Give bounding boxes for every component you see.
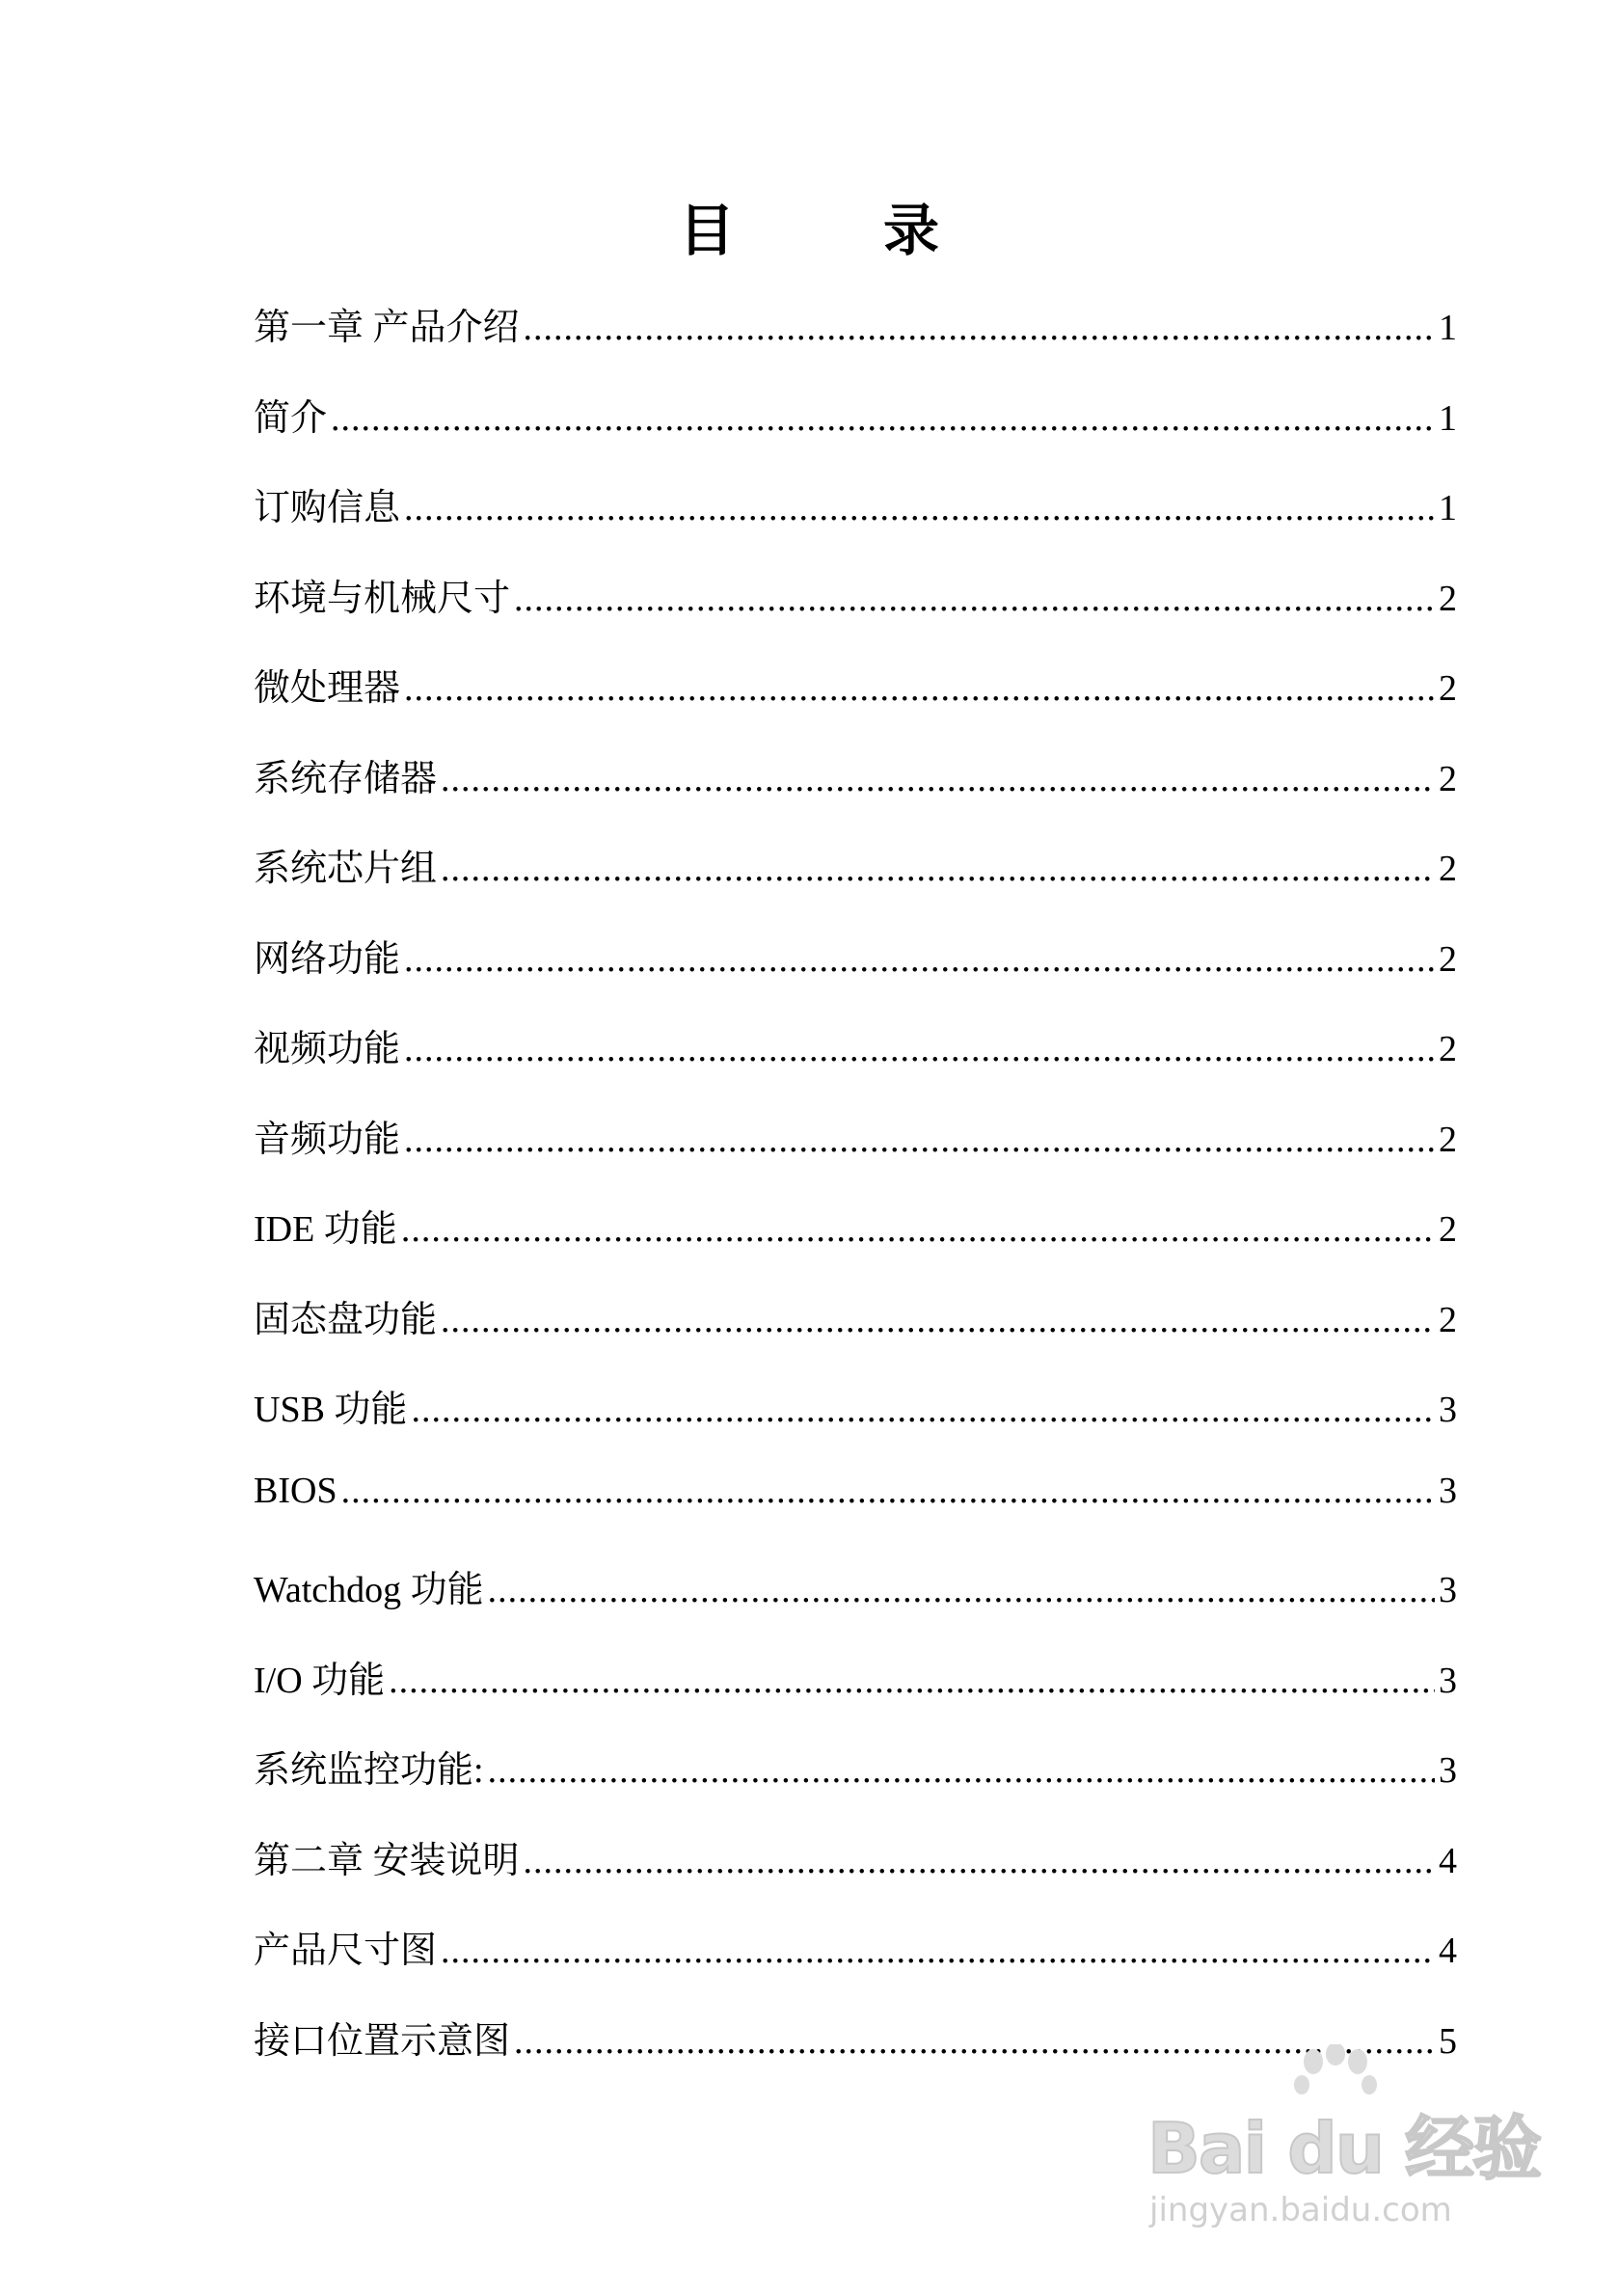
- table-of-contents: [254, 297, 1457, 2100]
- toc-dot-leader: [441, 758, 1435, 800]
- toc-dot-leader: [441, 1299, 1435, 1341]
- toc-entry[interactable]: [254, 568, 1457, 659]
- toc-entry-label: 系统存储器: [254, 758, 438, 799]
- toc-dot-leader: [514, 578, 1435, 620]
- toc-entry[interactable]: [254, 1109, 1457, 1200]
- toc-entry-page: 3: [1439, 1570, 1457, 1610]
- toc-entry-label: 系统监控功能:: [254, 1750, 484, 1791]
- toc-entry-page: 3: [1439, 1660, 1457, 1701]
- toc-entry-page: 2: [1439, 578, 1457, 619]
- toc-entry-label: 简介: [254, 397, 328, 439]
- toc-entry-page: 2: [1439, 1299, 1457, 1340]
- toc-entry-page: 3: [1439, 1390, 1457, 1430]
- toc-dot-leader: [488, 1749, 1435, 1792]
- page-title: 目 录: [678, 198, 985, 263]
- toc-entry-label: 系统芯片组: [254, 849, 438, 889]
- toc-entry-label: 固态盘功能: [254, 1299, 438, 1340]
- toc-dot-leader: [441, 1930, 1435, 1972]
- toc-entry-label: I/O 功能: [254, 1660, 386, 1701]
- toc-entry-label: 第一章 产品介绍: [254, 308, 520, 348]
- toc-entry-page: 2: [1439, 668, 1457, 709]
- toc-dot-leader: [411, 1389, 1435, 1431]
- toc-entry[interactable]: [254, 477, 1457, 568]
- toc-entry-page: 3: [1439, 1470, 1457, 1511]
- toc-dot-leader: [404, 1119, 1435, 1161]
- watermark-url: jingyan.baidu.com: [1149, 2191, 1452, 2229]
- toc-entry-label: 音频功能: [254, 1119, 401, 1160]
- toc-entry-page: 4: [1439, 1931, 1457, 1971]
- watermark-logo-text: Bai du 经验: [1147, 2108, 1541, 2189]
- toc-entry-label: 第二章 安装说明: [254, 1840, 520, 1881]
- toc-entry-page: 2: [1439, 758, 1457, 799]
- toc-entry-page: 4: [1439, 1840, 1457, 1881]
- toc-entry[interactable]: [254, 1920, 1457, 2011]
- toc-dot-leader: [441, 848, 1435, 890]
- toc-entry-label: 微处理器: [254, 668, 401, 709]
- toc-entry-page: 1: [1439, 397, 1457, 439]
- toc-dot-leader: [524, 1840, 1435, 1882]
- toc-dot-leader: [488, 1569, 1435, 1611]
- toc-entry[interactable]: [254, 1830, 1457, 1921]
- toc-entry[interactable]: [254, 1199, 1457, 1289]
- toc-entry[interactable]: [254, 388, 1457, 478]
- toc-dot-leader: [341, 1470, 1435, 1512]
- toc-entry[interactable]: [254, 1559, 1457, 1650]
- toc-entry[interactable]: [254, 658, 1457, 748]
- toc-entry-label: 订购信息: [254, 488, 401, 528]
- toc-entry-label: BIOS: [254, 1470, 337, 1511]
- toc-entry[interactable]: [254, 1018, 1457, 1109]
- toc-entry[interactable]: [254, 929, 1457, 1019]
- toc-entry[interactable]: [254, 1740, 1457, 1830]
- toc-entry-label: USB 功能: [254, 1390, 408, 1430]
- toc-entry-label: 网络功能: [254, 938, 401, 980]
- toc-entry[interactable]: [254, 297, 1457, 388]
- toc-entry[interactable]: [254, 1289, 1457, 1380]
- toc-entry[interactable]: [254, 1650, 1457, 1741]
- toc-entry-page: 3: [1439, 1750, 1457, 1791]
- toc-entry-label: 接口位置示意图: [254, 2020, 511, 2062]
- toc-entry-page: 2: [1439, 1119, 1457, 1160]
- toc-entry[interactable]: [254, 748, 1457, 839]
- toc-dot-leader: [404, 667, 1435, 710]
- toc-entry-label: 产品尺寸图: [254, 1931, 438, 1971]
- toc-entry[interactable]: [254, 1379, 1457, 1470]
- toc-dot-leader: [404, 938, 1435, 981]
- toc-entry-label: IDE 功能: [254, 1209, 397, 1250]
- toc-entry-page: 1: [1439, 488, 1457, 528]
- toc-entry-label: 环境与机械尺寸: [254, 578, 511, 619]
- toc-dot-leader: [389, 1660, 1435, 1702]
- toc-entry[interactable]: [254, 838, 1457, 929]
- toc-dot-leader: [404, 1028, 1435, 1070]
- toc-dot-leader: [401, 1208, 1435, 1251]
- toc-entry[interactable]: [254, 1470, 1457, 1560]
- toc-dot-leader: [404, 487, 1435, 529]
- toc-entry-page: 5: [1439, 2020, 1457, 2062]
- toc-entry-page: 2: [1439, 1029, 1457, 1069]
- toc-dot-leader: [331, 397, 1435, 440]
- baidu-jingyan-watermark: [1147, 2044, 1552, 2237]
- toc-dot-leader: [524, 307, 1435, 349]
- toc-entry-page: 2: [1439, 938, 1457, 980]
- toc-entry-label: 视频功能: [254, 1029, 401, 1069]
- toc-entry-page: 1: [1439, 308, 1457, 348]
- toc-entry-page: 2: [1439, 849, 1457, 889]
- toc-entry-label: Watchdog 功能: [254, 1570, 484, 1610]
- toc-entry-page: 2: [1439, 1209, 1457, 1250]
